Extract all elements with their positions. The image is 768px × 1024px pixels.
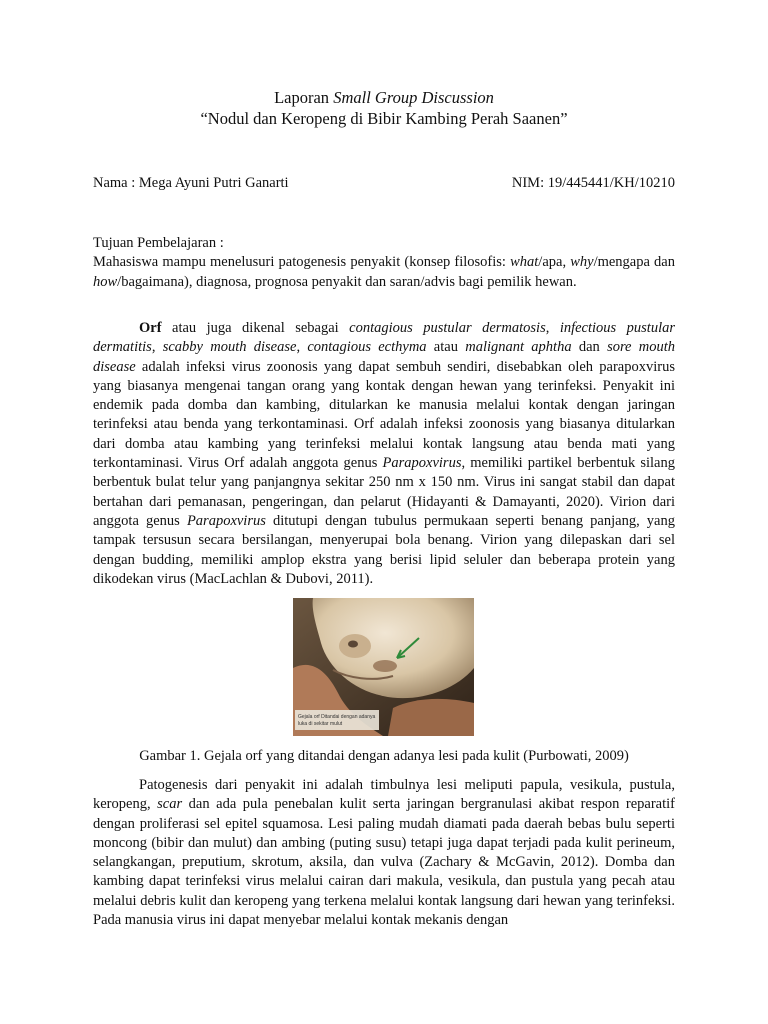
paragraph-seg: , [151,339,163,356]
paragraph-seg: , [296,339,308,356]
student-info [93,175,675,192]
report-title [0,88,768,108]
paragraph-seg-italic: contagious ecthyma [307,339,427,356]
paragraph-seg-italic: contagious pustular dermatosis [349,320,546,336]
paragraph-seg-italic: Parapoxvirus [382,455,462,472]
paragraph-seg: adalah infeksi virus zoonosis yang dapat sembuh sendiri, disebabkan oleh parapoxvirus yang biasanya mengenai tangan orang yang kontak dengan hewan yang terinfeksi. Penyakit ini endemik pada domba dan kambing, ditularkan ke manusia melalui kontak dengan jaringan terinfeksi atau benda yang terkontaminasi. Orf adalah infeksi zoonosis yang biasanya ditularkan dari domba atau kambing yang terinfeksi melalui kontak langsung atau benda mati yang terkontaminasi. Virus Orf adalah anggota genus [93,358,675,472]
paragraph-seg: dan [571,339,608,356]
objective-seg-italic: what [510,254,539,270]
objective-text [93,253,675,292]
report-title-plain: Laporan [274,88,334,107]
student-name: Nama : Mega Ayuni Putri Ganarti [93,175,289,191]
paragraph-seg-italic: malignant aphtha [465,339,572,356]
paragraph-seg: Patogenesis dari penyakit ini adalah timbulnya lesi meliputi papula, vesikula, pustula, keropeng, [93,777,675,813]
objective-seg: Mahasiswa mampu menelusuri patogenesis penyakit (konsep filosofis: [93,254,511,270]
figure-caption: Gambar 1. Gejala orf yang ditandai dengan adanya lesi pada kulit (Purbowati, 2009) [139,748,629,764]
paragraph-seg-italic: sore mouth disease [93,339,676,375]
paragraph-seg: , memiliki partikel berbentuk silang berbentuk bulat telur yang panjangnya sekitar 250 nm x 150 nm. Virus ini sangat stabil dan dapat bertahan dari pemanasan, pengeringan, dan pelarut (Hidayanti & Damayanti, 2020). Virion dari anggota genus [93,455,675,529]
paragraph-seg-italic: scar [157,796,183,813]
paragraph-seg: atau juga dikenal sebagai [161,320,350,336]
objective-seg-italic: why [570,254,594,270]
paragraph-pathogenesis [93,776,675,930]
paragraph-seg-italic: scabby mouth disease [162,339,297,356]
objective-label: Tujuan Pembelajaran : [93,235,224,251]
paragraph-orf [93,319,675,589]
goat-lesion-photo [293,598,474,736]
inset-caption-line-1: Gejala orf Ditandai dengan adanya [298,714,376,720]
term-orf: Orf [139,320,162,336]
objective-seg: /apa, [538,254,571,270]
report-subtitle: “Nodul dan Keropeng di Bibir Kambing Perah Saanen” [200,109,568,128]
objective-seg: /mengapa dan [593,254,675,270]
paragraph-seg: dan ada pula penebalan kulit serta jaringan bergranulasi akibat respon reparatif dengan proliferasi sel epitel squamosa. Lesi paling mudah diamati pada daerah bebas bulu seperti moncong (bibir dan mulut) dan ambing (puting susu) tetapi juga dapat terjadi pada kulit perineum, selangkangan, preputium, skrotum, aksila, dan vulva (Zachary & McGavin, 2012). Domba dan kambing dapat terinfeksi virus melalui cairan dari makula, vesikula, dan pustula yang pecah atau melalui debris kulit dan keropeng yang terkena melalui kontak langsung dari hewan yang terinfeksi. Pada manusia virus ini dapat menyebar melalui kontak mekanis dengan [93,796,675,929]
objective-seg-italic: how [93,273,118,290]
objective-seg: /bagaimana), diagnosa, prognosa penyakit dan saran/advis bagi pemilik hewan. [117,273,577,290]
paragraph-seg-italic: Parapoxvirus [186,512,266,529]
student-nim: NIM: 19/445441/KH/10210 [511,175,675,191]
paragraph-seg: , [545,320,560,336]
paragraph-seg: ditutupi dengan tubulus permukaan seperti benang panjang, yang tampak tersusun secara bersilangan, menyerupai bola benang. Virion yang dilepaskan dari sel dengan budding, memiliki amplop ekstra yang berisi lipid seluler dan beberapa protein yang dikodekan virus (MacLachlan & Dubovi, 2011). [93,512,675,587]
goat-lesion-illustration [293,598,474,736]
inset-caption-line-2: lukа di sekitar mulut [298,721,343,727]
paragraph-seg-italic: infectious pustular dermatitis [93,320,675,356]
paragraph-seg: atau [426,339,466,356]
report-title-italic: Small Group Discussion [333,88,494,107]
